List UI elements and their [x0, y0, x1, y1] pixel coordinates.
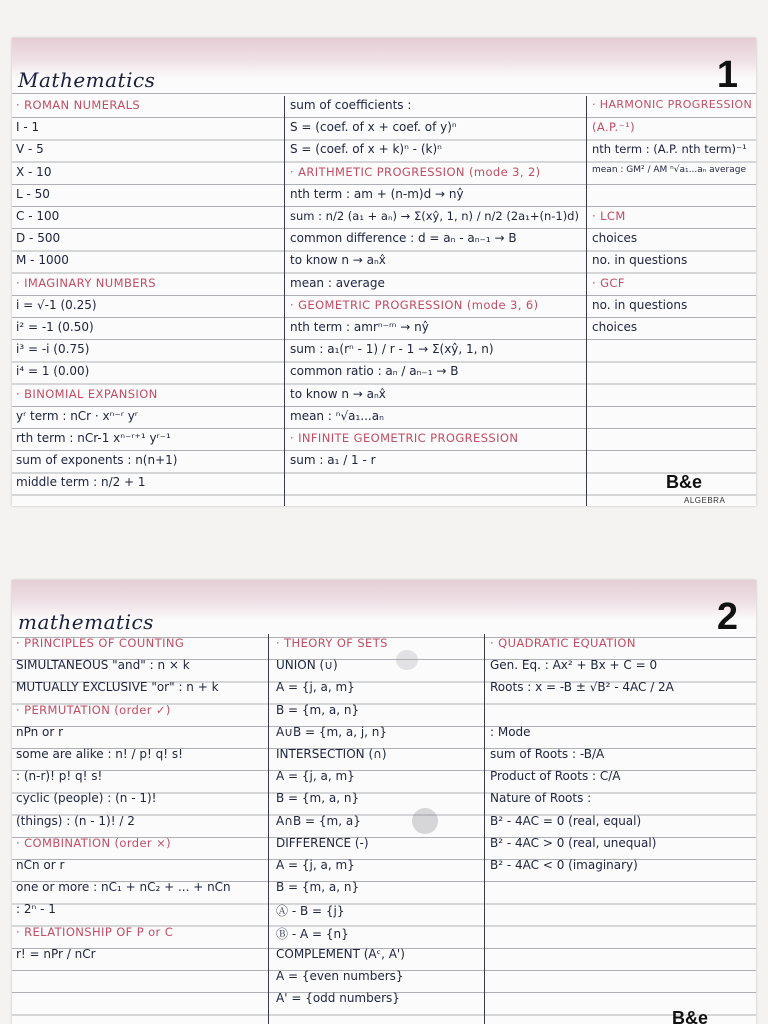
ink-smudge: [412, 808, 438, 834]
notes-column-right: [490, 580, 752, 1024]
note-line: L - 50: [16, 186, 50, 201]
note-line: i² = -1 (0.50): [16, 320, 94, 334]
column-divider: [586, 96, 587, 506]
note-line: common difference : d = aₙ - aₙ₋₁ → B: [290, 231, 517, 246]
section-heading: · ROMAN NUMERALS: [16, 98, 141, 112]
note-line: B² - 4AC = 0 (real, equal): [490, 813, 642, 828]
page-title: mathematics: [18, 610, 154, 634]
section-heading: · GEOMETRIC PROGRESSION (mode 3, 6): [290, 297, 539, 312]
note-line: A' = {odd numbers}: [276, 991, 400, 1006]
section-heading: · QUADRATIC EQUATION: [490, 636, 636, 650]
note-line: A∪B = {m, a, j, n}: [276, 724, 388, 739]
note-line: Roots : x = -B ± √B² - 4AC / 2A: [490, 680, 674, 695]
section-heading: · PRINCIPLES OF COUNTING: [16, 636, 185, 650]
note-line: i⁴ = 1 (0.00): [16, 364, 90, 379]
note-line: S = (coef. of x + k)ⁿ - (k)ⁿ: [290, 142, 442, 157]
note-line: sum of Roots : -B/A: [490, 747, 605, 761]
note-line: COMPLEMENT (Aᶜ, A'): [276, 946, 405, 961]
section-heading: · GCF: [592, 275, 625, 290]
note-line: Gen. Eq. : Ax² + Bx + C = 0: [490, 658, 658, 673]
note-line: A = {j, a, m}: [276, 680, 355, 695]
notebook-page-2: [12, 580, 756, 1024]
note-line: I - 1: [16, 120, 40, 135]
note-line: S = (coef. of x + coef. of y)ⁿ: [290, 120, 457, 135]
column-divider: [484, 634, 485, 1024]
note-line: A = {j, a, m}: [276, 858, 355, 872]
note-line: rth term : nCr-1 xⁿ⁻ʳ⁺¹ yʳ⁻¹: [16, 431, 171, 445]
section-heading: · BINOMIAL EXPANSION: [16, 386, 158, 401]
note-line: Nature of Roots :: [490, 791, 592, 806]
notebook-page-1: [12, 38, 756, 506]
note-line: one or more : nC₁ + nC₂ + ... + nCn: [16, 880, 231, 895]
note-line: cyclic (people) : (n - 1)!: [16, 791, 157, 806]
note-line: choices: [592, 320, 638, 334]
note-line: : (n-r)! p! q! s!: [16, 769, 103, 784]
note-line: M - 1000: [16, 253, 69, 268]
notes-column-right: [592, 38, 752, 506]
page-number: 2: [716, 596, 738, 638]
section-heading: · COMBINATION (order ×): [16, 835, 172, 850]
note-line: A∩B = {m, a}: [276, 813, 361, 828]
note-line: i = √-1 (0.25): [16, 297, 97, 312]
column-divider: [284, 96, 285, 506]
note-line: nth term : (A.P. nth term)⁻¹: [592, 142, 747, 157]
section-heading: · INFINITE GEOMETRIC PROGRESSION: [290, 431, 519, 445]
note-line: DIFFERENCE (-): [276, 835, 369, 850]
note-line: yʳ term : nCr · xⁿ⁻ʳ yʳ: [16, 408, 138, 423]
note-line: no. in questions: [592, 297, 688, 312]
note-line: D - 500: [16, 231, 61, 246]
note-line: B = {m, a, n}: [276, 702, 360, 717]
notes-column-middle: [276, 580, 482, 1024]
note-line: sum : n/2 (a₁ + aₙ) → Σ(xŷ, 1, n) / n/2 (2a₁+(n-1)d): [290, 209, 579, 223]
section-heading: · LCM: [592, 209, 626, 223]
note-line: mean : average: [290, 275, 385, 290]
note-line: sum of exponents : n(n+1): [16, 453, 178, 468]
note-line: common ratio : aₙ / aₙ₋₁ → B: [290, 364, 459, 379]
note-line: : 2ⁿ - 1: [16, 902, 56, 917]
note-line: C - 100: [16, 209, 60, 223]
notes-column-left: [16, 38, 282, 506]
note-line: sum : a₁(rⁿ - 1) / r - 1 → Σ(xŷ, 1, n): [290, 342, 494, 357]
note-line: nth term : am + (n-m)d → nŷ: [290, 186, 464, 201]
note-line: V - 5: [16, 142, 44, 157]
notes-column-middle: [290, 38, 584, 506]
note-line: Ⓐ - B = {j}: [276, 904, 345, 919]
section-heading: · IMAGINARY NUMBERS: [16, 275, 156, 290]
page-title: Mathematics: [18, 68, 156, 92]
note-line: A = {even numbers}: [276, 969, 404, 983]
note-line: MUTUALLY EXCLUSIVE "or" : n + k: [16, 680, 219, 695]
note-line: B² - 4AC > 0 (real, unequal): [490, 835, 657, 850]
note-line: UNION (∪): [276, 658, 338, 673]
note-line: middle term : n/2 + 1: [16, 475, 146, 490]
note-line: : Mode: [490, 724, 531, 739]
section-heading: · HARMONIC PROGRESSION: [592, 98, 753, 111]
note-line: A = {j, a, m}: [276, 769, 355, 784]
note-line: Ⓑ - A = {n}: [276, 926, 349, 941]
note-line: no. in questions: [592, 253, 688, 268]
section-heading: · ARITHMETIC PROGRESSION (mode 3, 2): [290, 164, 541, 179]
note-line: B² - 4AC < 0 (imaginary): [490, 858, 638, 872]
note-line: SIMULTANEOUS "and" : n × k: [16, 658, 190, 673]
note-line: mean : ⁿ√a₁...aₙ: [290, 408, 384, 423]
note-line: to know n → aₙx̂: [290, 386, 386, 401]
section-heading: · RELATIONSHIP OF P or C: [16, 924, 174, 939]
note-line: INTERSECTION (∩): [276, 747, 387, 761]
brand-logo: B&e: [666, 472, 703, 492]
note-line: nth term : amrⁿ⁻ᵐ → nŷ: [290, 320, 429, 334]
note-line: i³ = -i (0.75): [16, 342, 90, 357]
note-line: B = {m, a, n}: [276, 880, 360, 895]
brand-subtitle: ALGEBRA: [684, 496, 726, 505]
notes-column-left: [16, 580, 266, 1024]
page-number: 1: [716, 54, 738, 96]
note-line: sum of coefficients :: [290, 98, 412, 112]
ink-smudge: [396, 650, 418, 670]
note-line: (things) : (n - 1)! / 2: [16, 813, 135, 828]
note-line: Product of Roots : C/A: [490, 769, 621, 784]
note-line: nCn or r: [16, 858, 65, 872]
section-heading: (A.P.⁻¹): [592, 120, 635, 135]
note-line: B = {m, a, n}: [276, 791, 360, 806]
note-line: nPn or r: [16, 724, 64, 739]
note-line: to know n → aₙx̂: [290, 253, 386, 268]
note-line: choices: [592, 231, 638, 246]
note-line: some are alike : n! / p! q! s!: [16, 747, 183, 761]
note-line: r! = nPr / nCr: [16, 946, 96, 961]
column-divider: [268, 634, 269, 1024]
section-heading: · PERMUTATION (order ✓): [16, 702, 171, 717]
brand-logo: B&e: [672, 1008, 709, 1024]
note-line: sum : a₁ / 1 - r: [290, 453, 376, 468]
note-line: X - 10: [16, 164, 52, 179]
section-heading: · THEORY OF SETS: [276, 636, 388, 650]
note-line: mean : GM² / AM ⁿ√a₁...aₙ average: [592, 164, 746, 175]
